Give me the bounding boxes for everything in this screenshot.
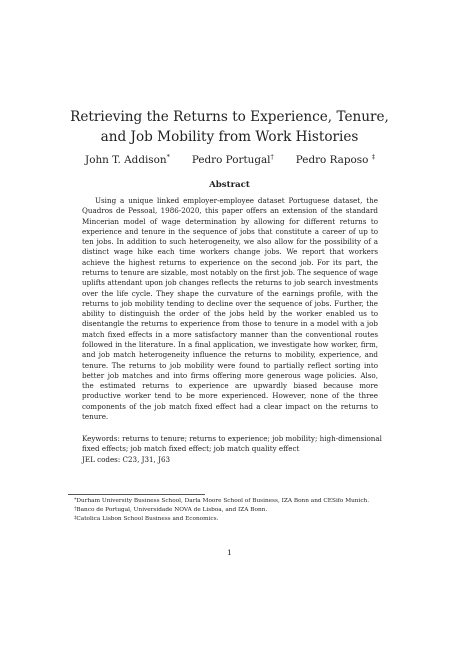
footnotes [68,497,398,525]
author-footnote-mark: † [270,153,274,161]
abstract [82,196,378,422]
footnote-mark: † [74,507,77,513]
footnote [68,497,398,506]
author-name: Pedro Portugal [191,154,271,166]
author-list [70,154,390,166]
footnote [68,506,398,515]
author [296,154,375,166]
keywords-block [82,434,394,465]
keywords: Keywords: returns to tenure; returns to experience; job mobility; high-dimensional fixed effects; job match fixed effect; job match quality effect [82,434,382,454]
footnote-mark: * [74,498,77,503]
paper-title: Retrieving the Returns to Experience, Tenure, and Job Mobility from Work Histories [70,109,389,145]
footnote-rule [68,494,205,495]
author [192,154,274,166]
footnote [68,515,398,524]
page-number: 1 [227,548,232,557]
author-footnote-mark: ‡ [371,153,375,161]
author-footnote-mark: * [166,153,170,161]
footnote-text: Banco de Portugal, Universidade NOVA de Lisboa, and IZA Bonn. [76,507,268,514]
footnote-text: Durham University Business School, Darla Moore School of Business, IZA Bonn and CESifo Munich. [76,498,370,504]
footnote-text: Catolica Lisbon School Business and Economics. [76,516,219,523]
abstract-heading: Abstract [209,180,250,190]
jel-codes: JEL codes: C23, J31, J63 [82,454,171,464]
footnote-mark: ‡ [74,516,77,522]
author-name: Pedro Raposo [295,154,369,166]
abstract-text: Using a unique linked employer-employee dataset Portuguese dataset, the Quadros de Pessoal, 1986-2020, this paper offers an extension of the standard Mincerian model of wage determination by allowing for different returns to experience and tenure in the sequence of jobs that constitute a career of up to ten jobs. In addition to such heterogeneity, we also allow for the possibility of a distinct wage hike each time workers change jobs. We report that workers achieve the highest returns to experience on the second job. For its part, the returns to tenure are sizable, most notably on the first job. The sequence of wage uplifts attendant upon job changes reflects the returns to job search investments over the life cycle. They shape the curvature of the earnings profile, with the returns to job mobility tending to decline over the sequence of jobs. Further, the ability to distinguish the order of the jobs held by the worker enabled us to disentangle the returns to experience from those to tenure in a model with a job match fixed effects in a more satisfactory manner than the conventional routes followed in the literature. In a final application, we investigate how worker, firm, and job match heterogeneity influence the returns to mobility, experience, and tenure. The returns to job mobility were found to partially reflect sorting into better job matches and into firms offering more generous wage policies. Also, the estimated returns to experience are upwardly biased because more productive worker tend to be more experienced. However, none of the three components of the job match fixed effect had a clear impact on the returns to tenure. [82,196,378,421]
author-name: John T. Addison [85,154,167,166]
author [85,154,170,166]
